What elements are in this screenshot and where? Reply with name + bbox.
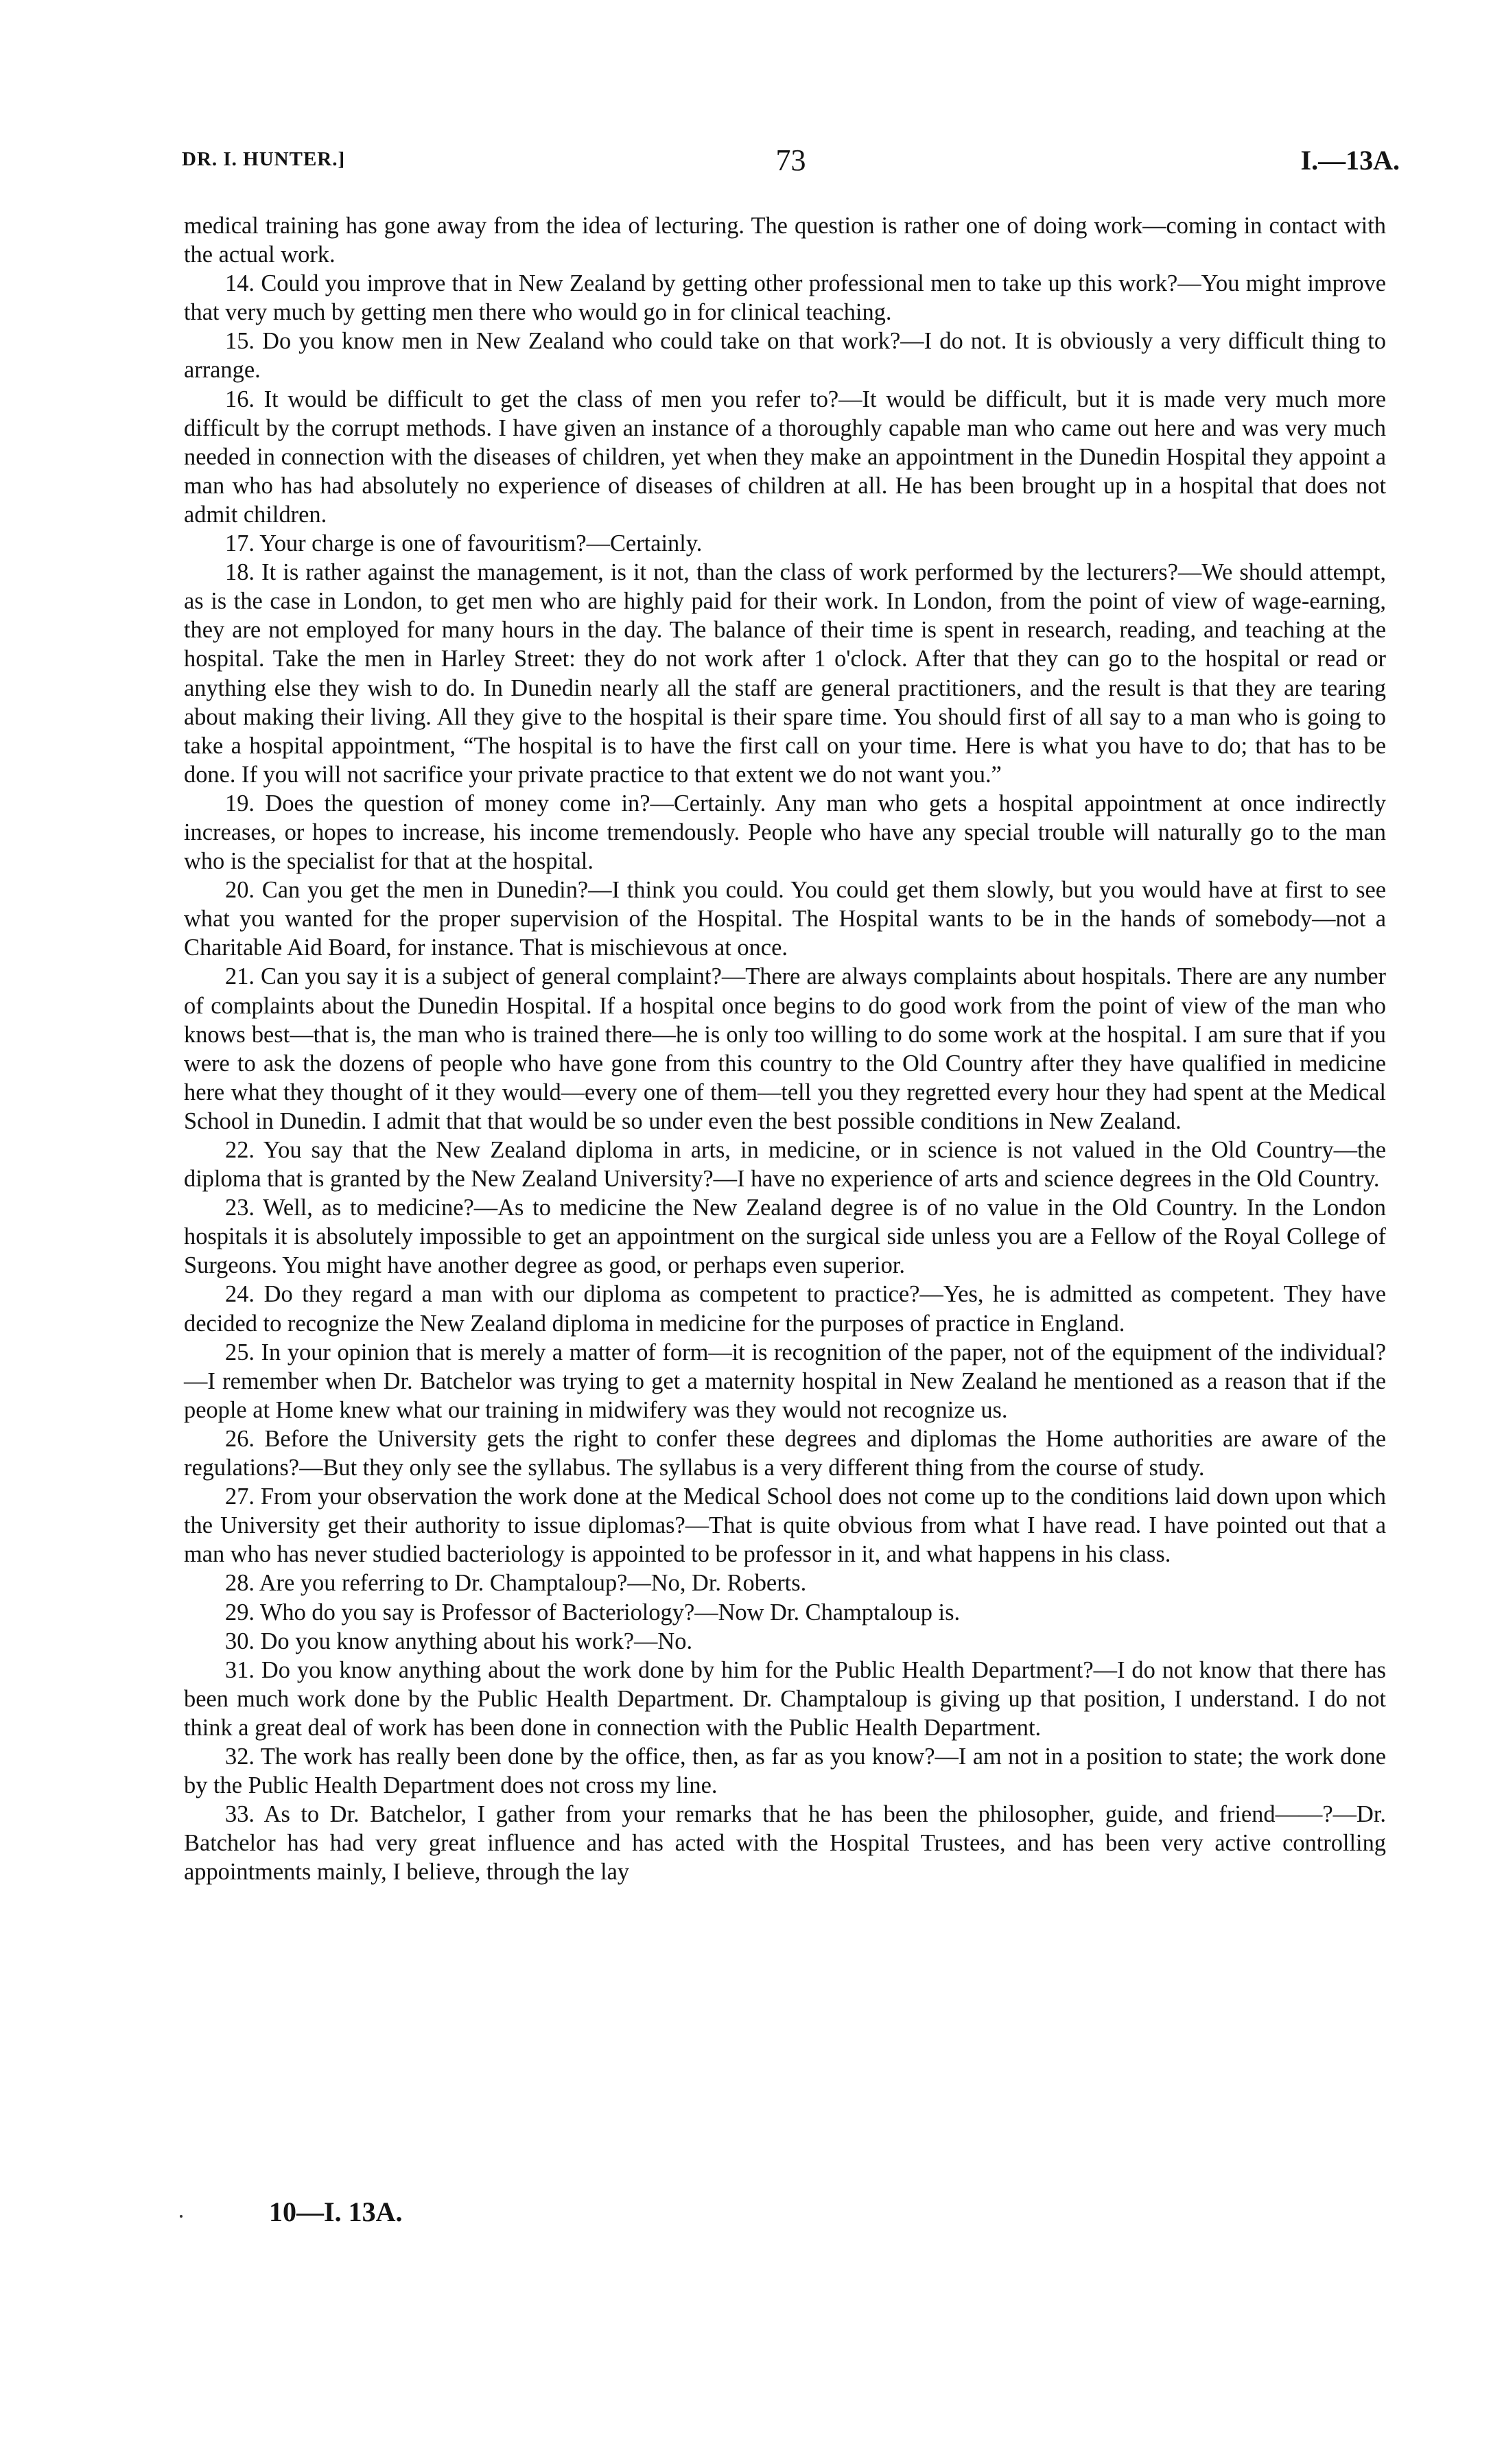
question-30: 30. Do you know anything about his work?—No. — [225, 1628, 693, 1654]
question-26: 26. Before the University gets the right to confer these degrees and diplomas the Home authorities are aware of the regulations?—But they only see the syllabus. The syllabus is a very different thing from the course of study. — [184, 1425, 1386, 1481]
question-18: 18. It is rather against the management, is it not, than the class of work performed by the lecturers?—We should attempt, as is the case in London, to get men who are highly paid for their work. In London, from the point of view of wage-earning, they are not employed for many hours in the day. The balance of their time is spent in research, reading, and teaching at the hospital. Take the men in Harley Street: they do not work after 1 o'clock. After that they can go to the hospital or read or anything else they wish to do. In Dunedin nearly all the staff are general practitioners, and the result is that they are tearing about making their living. All they give to the hospital is their spare time. You should first of all say to a man who is going to take a hospital appointment, “The hospital is to have the first call on your time. Here is what you have to do; that has to be done. If you will not sacrifice your private practice to that extent we do not want you.” — [184, 559, 1386, 788]
footer-dot — [180, 2215, 183, 2218]
question-27: 27. From your observation the work done at the Medical School does not come up to the conditions laid down upon which the University get their authority to issue diplomas?—That is quite obvious from what I have read. I have pointed out that a man who has never studied bacteriology is appointed to be professor in it, and what happens in his class. — [184, 1483, 1386, 1568]
question-23: 23. Well, as to medicine?—As to medicine the New Zealand degree is of no value in the Old Country. In the London hospitals it is absolutely impossible to get an appointment on the surgical side unless you are a Fellow of the Royal College of Surgeons. You might have another degree as good, or perhaps even superior. — [184, 1195, 1386, 1279]
question-20: 20. Can you get the men in Dunedin?—I think you could. You could get them slowly, but you would have at first to see what you wanted for the proper supervision of the Hospital. The Hospital wants to be in the hands of somebody—not a Charitable Aid Board, for instance. That is mischievous at once. — [184, 877, 1386, 961]
question-28: 28. Are you referring to Dr. Champtaloup?—No, Dr. Roberts. — [225, 1570, 807, 1597]
page-body — [184, 211, 1386, 1886]
question-32: 32. The work has really been done by the office, then, as far as you know?—I am not in a position to state; the work done by the Public Health Department does not cross my line. — [184, 1743, 1386, 1799]
question-16: 16. It would be difficult to get the class of men you refer to?—It would be difficult, but it is made very much more difficult by the corrupt methods. I have given an instance of a thoroughly capable man who came out here and was very much needed in connection with the diseases of children, yet when they make an appointment in the Dunedin Hospital they appoint a man who has had absolutely no experience of diseases of children at all. He has been brought up in a hospital that does not admit children. — [184, 386, 1386, 528]
question-22: 22. You say that the New Zealand diploma in arts, in medicine, or in science is not valued in the Old Country—the diploma that is granted by the New Zealand University?—I have no experience of arts and science degrees in the Old Country. — [184, 1137, 1386, 1193]
question-25: 25. In your opinion that is merely a matter of form—it is recognition of the paper, not of the equipment of the individual?—I remember when Dr. Batchelor was trying to get a maternity hospital in New Zealand he mentioned as a reason that if the people at Home knew what our training in midwifery was they would not recognize us. — [184, 1339, 1386, 1423]
page-number: 73 — [775, 143, 806, 177]
question-19: 19. Does the question of money come in?—Certainly. Any man who gets a hospital appointment at once indirectly increases, or hopes to increase, his income tremendously. People who have any special trouble will naturally go to the man who is the specialist for that at the hospital. — [184, 790, 1386, 875]
question-33: 33. As to Dr. Batchelor, I gather from your remarks that he has been the philosopher, guide, and friend——?—Dr. Batchelor has had very great influence and has acted with the Hospital Trustees, and has been very active controlling appointments mainly, I believe, through the lay — [184, 1801, 1386, 1886]
question-24: 24. Do they regard a man with our diploma as competent to practice?—Yes, he is admitted as competent. They have decided to recognize the New Zealand diploma in medicine for the purposes of practice in England. — [184, 1281, 1386, 1337]
question-31: 31. Do you know anything about the work done by him for the Public Health Department?—I do not know that there has been much work done by the Public Health Department. Dr. Champtaloup is giving up that position, I understand. I do not think a great deal of work has been done in connection with the Public Health Department. — [184, 1656, 1386, 1741]
question-21: 21. Can you say it is a subject of general complaint?—There are always complaints about hospitals. There are any number of complaints about the Dunedin Hospital. If a hospital once begins to do good work from the point of view of the man who knows best—that is, the man who is trained there—he is only too willing to do some work at the hospital. I am sure that if you were to ask the dozens of people who have gone from this country to the Old Country after they have qualified in medicine here what they thought of it they would—every one of them—tell you they regretted every hour they had spent at the Medical School in Dunedin. I admit that that would be so under even the best possible conditions in New Zealand. — [184, 963, 1386, 1134]
question-14: 14. Could you improve that in New Zealand by getting other professional men to take up this work?—You might improve that very much by getting men there who would go in for clinical teaching. — [184, 270, 1386, 326]
header-witness-name: DR. I. HUNTER.] — [182, 148, 346, 170]
question-15: 15. Do you know men in New Zealand who could take on that work?—I do not. It is obviously a very difficult thing to arrange. — [184, 328, 1386, 384]
question-29: 29. Who do you say is Professor of Bacteriology?—Now Dr. Champtaloup is. — [225, 1599, 961, 1626]
continued-paragraph: medical training has gone away from the idea of lecturing. The question is rather one of doing work—coming in contact with the actual work. — [184, 213, 1386, 268]
document-reference: I.—13A. — [1300, 145, 1400, 176]
page-header — [182, 143, 1400, 184]
footer-signature: 10—I. 13A. — [269, 2196, 403, 2227]
question-17: 17. Your charge is one of favouritism?—Certainly. — [225, 530, 703, 557]
